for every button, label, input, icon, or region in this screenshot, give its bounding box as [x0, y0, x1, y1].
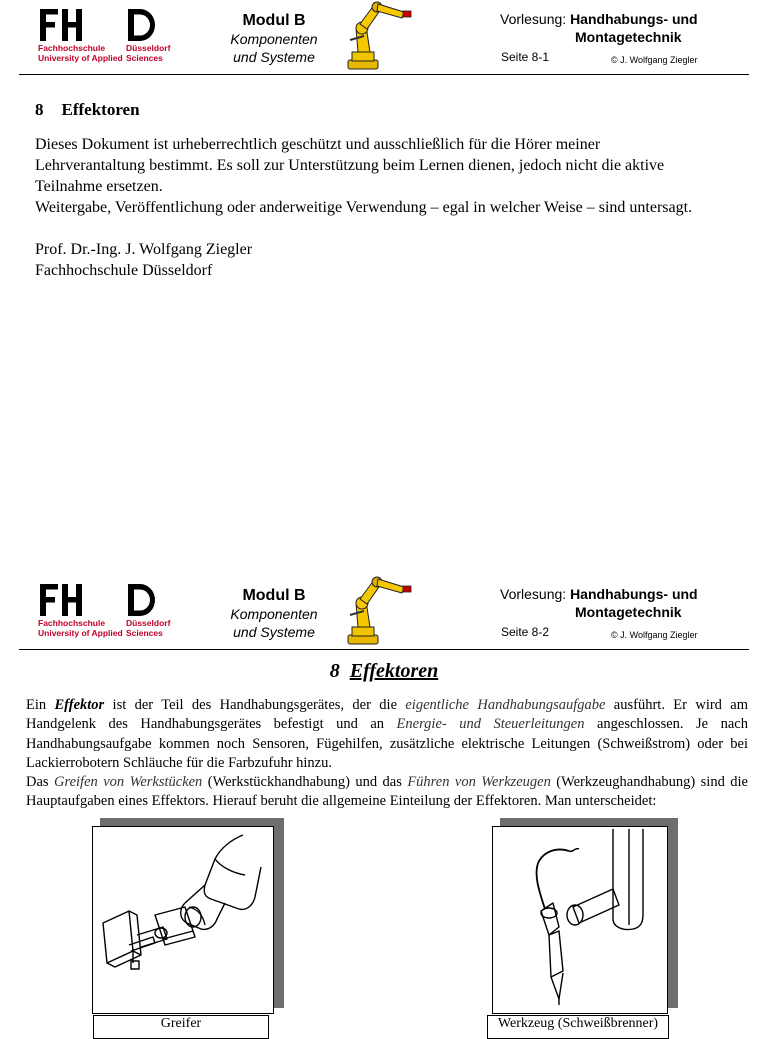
figure-caption: Werkzeug (Schweißbrenner) — [487, 1015, 669, 1039]
gripper-figure — [92, 826, 274, 1014]
author-institution: Fachhochschule Düsseldorf — [35, 262, 213, 279]
fhd-logo — [38, 583, 158, 617]
robot-arm-icon — [340, 0, 418, 72]
page2-header — [0, 575, 768, 655]
page1-header — [0, 0, 768, 80]
welding-torch-figure — [492, 826, 668, 1014]
section-heading: 8 Effektoren — [35, 100, 140, 119]
vorlesung-title: Vorlesung: Handhabungs- und Montagetechnik — [500, 586, 698, 620]
vorlesung-title: Vorlesung: Handhabungs- und Montagetechnik — [500, 11, 698, 45]
header-divider — [19, 74, 749, 75]
page-number: Seite 8-2 — [501, 625, 550, 639]
fhd-logo-subtitle: Fachhochschule Düsseldorf University of Applied Sciences — [38, 618, 171, 638]
header-divider — [19, 649, 749, 650]
figure-caption: Greifer — [93, 1015, 269, 1039]
copyright: © J. Wolfgang Ziegler — [611, 55, 698, 65]
notice-paragraph: Dieses Dokument ist urheberrechtlich geschützt und ausschließlich für die Hörer meiner Lehrverantaltung bestimmt. Es soll zur Unterstützung beim Lernen dienen, jedoch nicht die aktive Teilnahme ersetzen. — [35, 136, 665, 195]
robot-arm-icon — [340, 575, 418, 647]
modul-block: Modul B Komponenten und Systeme — [230, 587, 318, 640]
copyright: © J. Wolfgang Ziegler — [611, 630, 698, 640]
intro-paragraph: Ein Effektor ist der Teil des Handhabungsgerätes, der die eigentliche Handhabungsaufgabe ausführt. Er wird am Handgelenk des Handhabungsgerätes befestigt und an Energie- und Steuerleitungen angeschlossen. Je nach Handhabungsaufgabe kommen noch Sensoren, Fügehilfen, zusätzliche elektrische Leitungen (Schweißstrom) oder bei Lackierrobotern Schläuche für die Farbzufuhr hinzu. Das Greifen von Werkstücken (Werkstückhandhabung) und das Führen von Werkzeugen (Werkzeughandhabung) sind die Hauptaufgaben eines Effektors. Hierauf beruht die allgemeine Einteilung der Effektoren. Man unterscheidet: — [26, 697, 749, 810]
fhd-logo-subtitle: Fachhochschule Düsseldorf University of Applied Sciences — [38, 43, 171, 63]
gripper-icon — [93, 827, 273, 1013]
page-title: 8 Effektoren — [329, 660, 439, 682]
fhd-logo — [38, 8, 158, 42]
author-name: Prof. Dr.-Ing. J. Wolfgang Ziegler — [35, 241, 253, 258]
notice-paragraph: Weitergabe, Veröffentlichung oder anderweitige Verwendung – egal in welcher Weise – sind untersagt. — [35, 199, 693, 216]
welding-torch-icon — [493, 827, 667, 1013]
page-number: Seite 8-1 — [501, 50, 550, 64]
modul-block: Modul B Komponenten und Systeme — [230, 12, 318, 65]
copyright-notice — [35, 134, 735, 281]
